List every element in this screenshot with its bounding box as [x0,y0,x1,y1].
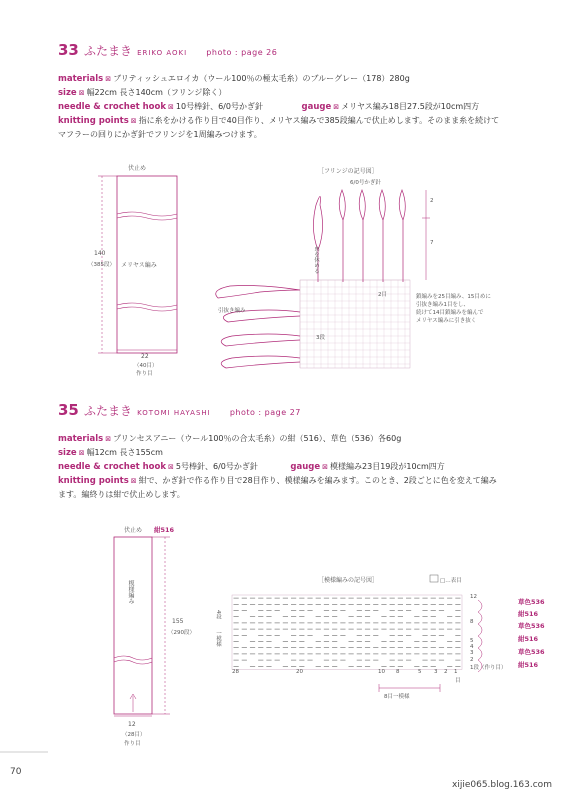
fringe-grid-lines [300,280,410,368]
repeat-rows-label-2: 一模様 [215,630,221,647]
break-mark [114,660,152,664]
note-line: 引抜き編み1目をし、 [416,302,469,308]
bullet-mark: ⊠ [130,117,137,125]
knitting-points-text: 指に糸をかける作り目で40目作り、メリヤス編みで385段編んで伏止めします。そのまま糸を続けて [138,116,500,125]
materials-line [58,432,497,446]
bind-off-label: 伏止め [124,527,143,534]
bullet-mark: ⊠ [168,463,174,471]
pattern-35-header [58,400,301,419]
length-rows-label: （385段） [88,262,115,268]
fringe-loop [359,190,365,282]
size-text: 幅12cm 長さ155cm [86,448,163,457]
fringe-loop-horizontal [221,356,300,368]
note-line: メリヤス編みに引き抜く [416,318,477,324]
bullet-mark: ⊠ [322,463,329,471]
repeat-rows-label: 4段 [215,610,221,619]
row-number: 2 [470,657,474,663]
needle-label: needle & crochet hook [58,102,167,112]
size-line [58,446,497,460]
break-mark [114,656,152,660]
chart-border [232,595,462,669]
cast-on-label: 作り目 [124,741,141,747]
fringe-loops [216,190,406,368]
gauge-label: gauge [301,102,332,112]
legend-knit: □…表目 [440,578,462,584]
rest-yarn-label: 糸を休める [313,246,319,274]
col-number: 20 [296,669,303,675]
col-unit-label: 目 [455,678,461,684]
gauge-text: 模様編み23目19段が10cm四方 [330,462,445,471]
col-number: 10 [378,669,385,675]
knitting-points-line-2 [58,488,497,501]
photo-reference: photo : page 26 [206,48,278,57]
bullet-mark: ⊠ [105,75,112,83]
bullet-mark: ⊠ [130,477,137,485]
knitting-points-text-2: ます。編終りは紺で伏止めします。 [58,490,185,499]
fringe-loop [399,190,405,282]
dim-2-label: 2 [430,198,434,204]
needle-line [58,460,497,474]
bullet-mark: ⊠ [333,103,340,111]
row-number: 3 [470,650,474,656]
hook-label: 6/0号かぎ針 [350,180,381,186]
gauge-text: メリヤス編み18目27.5段が10cm四方 [341,102,480,111]
legend-swatch [430,575,438,582]
bind-off-color: 紺516 [154,526,175,534]
color-label: 紺516 [518,635,539,643]
pattern-title: ふたまき [83,44,132,58]
cast-on-label: 作り目 [136,371,153,377]
size-text: 幅22cm 長さ140cm（フリンジ除く） [86,88,227,97]
knitting-points-label: knitting points [58,116,129,126]
page-number: 70 [10,767,22,777]
note-line: 続けて14目鎖編みを編んで [416,310,484,316]
pattern-chart-title: ［模様編みの記号図］ [318,577,379,584]
width-stitches-label: （28目） [122,732,146,738]
fringe-loop-horizontal [221,334,300,346]
pattern-number: 33 [58,41,79,59]
color-bracket [478,600,482,672]
width-stitches-label: （40目） [134,363,158,369]
width-label: 22 [141,353,149,360]
knitting-points-line [58,474,497,488]
color-label: 紺516 [518,610,539,618]
row-number: 4 [470,644,474,650]
row-number: 5 [470,638,474,644]
scarf-35-outline [114,537,152,714]
fringe-grid [300,280,410,368]
row-number: 1段（作り目） [470,665,507,671]
size-label: size [58,448,77,458]
dim-7-label: 7 [430,240,434,246]
materials-label: materials [58,434,104,444]
gauge-label: gauge [290,462,321,472]
needle-text: 5号棒針、6/0号かぎ針 [175,462,258,471]
photo-reference: photo : page 27 [229,408,301,417]
footer-url: xijie065.blog.163.com [452,780,552,790]
break-mark [117,216,177,220]
bullet-mark: ⊠ [105,435,112,443]
chart35-grid [232,595,462,669]
pattern-author: KOTOMI HAYASHI [137,409,211,417]
bullet-mark: ⊠ [78,89,85,97]
knitting-points-text: 紺で、かぎ針で作る作り目で28目作り、模様編みを編みます。このとき、2段ごとに色を変えて編み [138,476,497,485]
pattern-number: 35 [58,401,79,419]
break-mark [117,307,177,311]
width-label: 12 [128,721,136,728]
note-line: 鎖編みを25目編み、15目めに [416,294,491,300]
materials-text: ブリティッシュエロイカ（ウール100％の極太毛糸）のブルーグレー（178）280g [113,74,410,83]
needle-label: needle & crochet hook [58,462,167,472]
fringe-loop [339,190,345,282]
row-number: 12 [470,594,477,600]
pattern-author: ERIKO AOKI [137,49,188,57]
slip-stitch-label: 引抜き編み [218,308,246,314]
materials-label: materials [58,74,104,84]
fringe-chart-title: ［フリンジの記号図］ [318,168,378,175]
col-number: 8 [396,669,400,675]
fringe-loop [379,190,385,282]
col-number: 2 [444,669,448,675]
fringe-loop-horizontal [216,286,300,299]
color-label: 草色536 [518,598,545,606]
row-number: 8 [470,619,474,625]
color-label: 草色536 [518,622,545,630]
col-number: 3 [434,669,438,675]
col-number: 1 [454,669,458,675]
stitch-2-label: 2目 [378,292,387,298]
bullet-mark: ⊠ [78,449,85,457]
fringe-note [416,293,491,325]
row-3-label: 3段 [316,335,325,341]
length-rows-label: （290段） [168,630,195,636]
col-number: 5 [418,669,422,675]
stockinette-label: メリヤス編み [121,262,157,269]
pattern-stitch-label: 模様編み [127,580,134,604]
pattern-35-spec [58,432,497,501]
col-number: 28 [232,669,239,675]
knitting-points-text-2: マフラーの回りにかぎ針でフリンジを1周編みつけます。 [58,130,262,139]
needle-text: 10号棒針、6/0号かぎ針 [175,102,263,111]
materials-text: プリンセスアニー（ウール100％の合太毛糸）の紺（516）、草色（536）各60g [113,434,402,443]
break-mark [117,303,177,307]
bullet-mark: ⊠ [168,103,174,111]
color-label: 紺516 [518,661,539,669]
bind-off-label: 伏止め [128,165,147,172]
repeat-stitches-label: 8目一模様 [384,694,410,700]
knitting-points-label: knitting points [58,476,129,486]
length-label: 155 [172,618,184,625]
break-mark [117,212,177,216]
pattern-title: ふたまき [83,404,132,418]
color-label: 草色536 [518,648,545,656]
length-label: 140 [94,250,106,257]
size-label: size [58,88,77,98]
